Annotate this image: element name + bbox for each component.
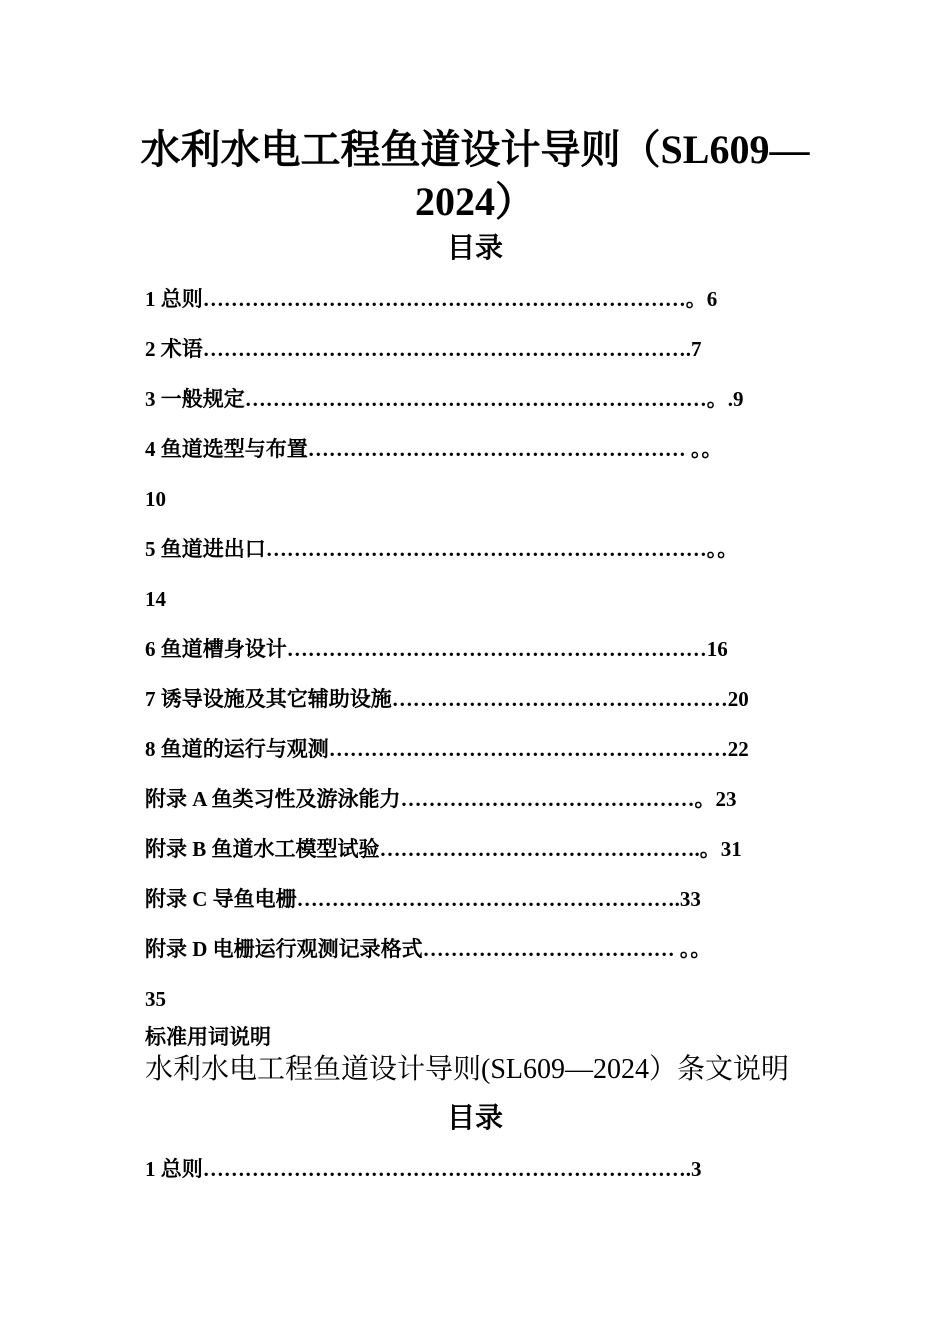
toc-entry: 5 鱼道进出口………………………………………………………。。 — [145, 537, 739, 561]
toc-entry-page-number: 10 — [145, 487, 166, 511]
toc-entry: 附录 A 鱼类习性及游泳能力……………………………………。23 — [145, 787, 737, 811]
toc-entry: 1 总则……………………………………………………………。6 — [145, 287, 718, 311]
toc-entry: 6 鱼道槽身设计……………………………………………………16 — [145, 637, 728, 661]
toc-list — [145, 284, 835, 1052]
commentary-toc-list — [145, 1154, 835, 1204]
document-title: 水利水电工程鱼道设计导则（SL609—2024） — [140, 127, 810, 224]
toc-entry: 8 鱼道的运行与观测…………………………………………………22 — [145, 737, 749, 761]
commentary-toc-heading: 目录 — [446, 1103, 503, 1134]
toc-entry: 附录 D 电栅运行观测记录格式……………………………… 。。 — [145, 937, 712, 961]
toc-entry: 4 鱼道选型与布置……………………………………………… 。。 — [145, 437, 723, 461]
toc-entry: 3 一般规定…………………………………………………………。.9 — [145, 387, 744, 411]
toc-entry: 2 术语…………………………………………………………….7 — [145, 337, 702, 361]
toc-entry: 附录 C 导鱼电栅……………………………………………….33 — [145, 887, 701, 911]
toc-entry: 标准用词说明 — [145, 1025, 271, 1049]
toc-heading: 目录 — [446, 233, 503, 264]
toc-entry-page-number: 14 — [145, 587, 166, 611]
toc-entry: 7 诱导设施及其它辅助设施…………………………………………20 — [145, 687, 749, 711]
commentary-title: 水利水电工程鱼道设计导则(SL609—2024）条文说明 — [145, 1054, 790, 1085]
toc-entry: 1 总则…………………………………………………………….3 — [145, 1157, 702, 1181]
toc-entry-page-number: 35 — [145, 987, 166, 1011]
toc-entry: 附录 B 鱼道水工模型试验……………………………………….。31 — [145, 837, 742, 861]
